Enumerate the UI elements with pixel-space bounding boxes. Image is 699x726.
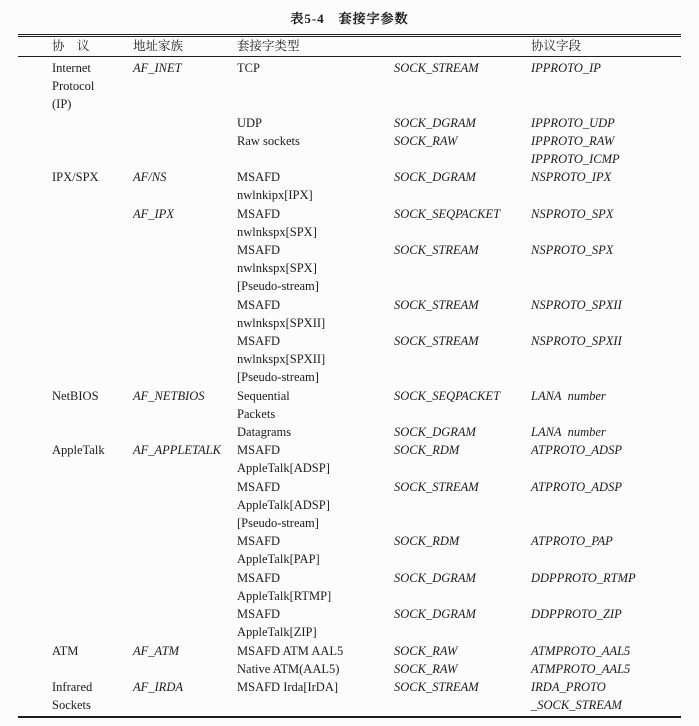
cell-type: Sequential xyxy=(237,388,290,403)
cell-type xyxy=(237,696,394,714)
cell-type: Packets xyxy=(237,406,276,421)
cell-family: AF_NETBIOS xyxy=(133,388,205,403)
cell-field xyxy=(531,95,681,113)
cell-family xyxy=(133,95,237,113)
cell-field xyxy=(531,223,681,241)
cell-family xyxy=(133,132,237,150)
cell-type xyxy=(237,150,394,168)
table-row xyxy=(18,478,681,496)
cell-type: MSAFD xyxy=(237,297,281,312)
cell-protocol: Internet xyxy=(52,61,91,75)
cell-family xyxy=(133,368,237,386)
cell-type: AppleTalk[ZIP] xyxy=(237,625,317,640)
table-row xyxy=(18,241,681,259)
cell-type: MSAFD xyxy=(237,570,281,585)
cell-sock: SOCK_SEQPACKET xyxy=(394,206,501,221)
cell-family xyxy=(133,332,237,350)
cell-sock xyxy=(394,405,531,423)
cell-sock: SOCK_RDM xyxy=(394,534,460,549)
cell-field: NSPROTO_SPX xyxy=(531,243,614,258)
table-row xyxy=(18,587,681,605)
cell-family xyxy=(133,550,237,568)
cell-protocol xyxy=(52,550,133,568)
cell-protocol xyxy=(52,569,133,587)
cell-sock xyxy=(394,277,531,295)
cell-sock: SOCK_DGRAM xyxy=(394,425,476,440)
table-row xyxy=(18,350,681,368)
cell-protocol xyxy=(52,478,133,496)
table-row xyxy=(18,532,681,550)
cell-sock xyxy=(394,587,531,605)
cell-type: MSAFD xyxy=(237,443,281,458)
cell-field: ATPROTO_PAP xyxy=(531,534,613,549)
cell-type: TCP xyxy=(237,61,260,75)
cell-family xyxy=(133,569,237,587)
cell-sock xyxy=(394,186,531,204)
table-row xyxy=(18,696,681,714)
cell-sock: SOCK_STREAM xyxy=(394,243,479,258)
cell-field xyxy=(531,405,681,423)
cell-type: [Pseudo-stream] xyxy=(237,370,319,385)
cell-protocol xyxy=(52,496,133,514)
cell-family xyxy=(133,605,237,623)
cell-protocol xyxy=(52,532,133,550)
table-row xyxy=(18,168,681,186)
cell-field: IPPROTO_UDP xyxy=(531,115,615,130)
cell-protocol xyxy=(52,223,133,241)
cell-family xyxy=(133,696,237,714)
table-row xyxy=(18,77,681,95)
cell-family xyxy=(133,186,237,204)
table-bottom-rule xyxy=(18,716,681,718)
table-row xyxy=(18,150,681,168)
table-row xyxy=(18,296,681,314)
cell-family xyxy=(133,423,237,441)
cell-sock: SOCK_STREAM xyxy=(394,297,479,312)
cell-protocol: Sockets xyxy=(52,698,91,713)
cell-protocol xyxy=(52,350,133,368)
cell-type: nwlnkspx[SPXII] xyxy=(237,352,326,367)
cell-field: NSPROTO_IPX xyxy=(531,170,612,185)
cell-family xyxy=(133,514,237,532)
cell-family xyxy=(133,223,237,241)
table-row xyxy=(18,368,681,386)
cell-protocol: Infrared xyxy=(52,679,93,694)
table-title: 表5-4 套接字参数 xyxy=(290,11,409,26)
cell-protocol xyxy=(52,296,133,314)
cell-sock xyxy=(394,350,531,368)
cell-field xyxy=(531,350,681,368)
cell-type: MSAFD xyxy=(237,607,281,622)
cell-field: ATMPROTO_AAL5 xyxy=(531,661,631,676)
table-header-row xyxy=(18,37,681,56)
cell-type: [Pseudo-stream] xyxy=(237,279,319,294)
cell-field: DDPPROTO_ZIP xyxy=(531,607,622,622)
cell-field xyxy=(531,459,681,477)
cell-protocol xyxy=(52,314,133,332)
cell-field: LANA number xyxy=(531,388,606,403)
cell-family xyxy=(133,459,237,477)
table-body xyxy=(18,57,681,716)
table-row xyxy=(18,459,681,477)
cell-family xyxy=(133,241,237,259)
table-row xyxy=(18,605,681,623)
cell-type: MSAFD ATM AAL5 xyxy=(237,643,344,658)
cell-sock xyxy=(394,223,531,241)
cell-field: IPPROTO_ICMP xyxy=(531,152,620,167)
cell-type: MSAFD xyxy=(237,534,281,549)
cell-type: Native ATM(AAL5) xyxy=(237,661,340,676)
cell-family xyxy=(133,350,237,368)
cell-protocol xyxy=(52,623,133,641)
cell-sock: SOCK_SEQPACKET xyxy=(394,388,501,403)
cell-family xyxy=(133,478,237,496)
cell-field xyxy=(531,259,681,277)
header-address-family: 地址家族 xyxy=(133,39,184,54)
cell-protocol: ATM xyxy=(52,643,79,658)
table-row xyxy=(18,569,681,587)
cell-family xyxy=(133,150,237,168)
cell-family: AF_IRDA xyxy=(133,679,183,694)
cell-sock: SOCK_DGRAM xyxy=(394,115,476,130)
cell-type: [Pseudo-stream] xyxy=(237,516,319,531)
cell-type: Datagrams xyxy=(237,425,292,440)
cell-sock: SOCK_RDM xyxy=(394,443,460,458)
table-row xyxy=(18,387,681,405)
cell-family xyxy=(133,532,237,550)
cell-family: AF_APPLETALK xyxy=(133,443,221,458)
table-row xyxy=(18,277,681,295)
table-row xyxy=(18,314,681,332)
table-row xyxy=(18,405,681,423)
cell-family xyxy=(133,77,237,95)
cell-type: nwlnkipx[IPX] xyxy=(237,188,313,203)
cell-sock: SOCK_STREAM xyxy=(394,334,479,349)
cell-type: nwlnkspx[SPXII] xyxy=(237,315,326,330)
cell-type: AppleTalk[ADSP] xyxy=(237,461,330,476)
cell-family xyxy=(133,623,237,641)
cell-sock: SOCK_DGRAM xyxy=(394,170,476,185)
cell-sock xyxy=(394,696,531,714)
header-protocol: 协 议 xyxy=(52,39,90,54)
cell-protocol: NetBIOS xyxy=(52,388,99,403)
cell-sock xyxy=(394,314,531,332)
cell-sock xyxy=(394,77,531,95)
cell-protocol xyxy=(52,205,133,223)
cell-protocol xyxy=(52,277,133,295)
cell-field xyxy=(531,550,681,568)
table-row xyxy=(18,550,681,568)
cell-protocol: Protocol xyxy=(52,79,95,94)
cell-family: AF_IPX xyxy=(133,206,174,221)
cell-family xyxy=(133,496,237,514)
cell-field: NSPROTO_SPXII xyxy=(531,297,622,312)
cell-field xyxy=(531,186,681,204)
cell-sock xyxy=(394,95,531,113)
cell-field: ATMPROTO_AAL5 xyxy=(531,643,631,658)
cell-family xyxy=(133,114,237,132)
cell-type xyxy=(237,95,394,113)
cell-protocol: IPX/SPX xyxy=(52,170,99,185)
cell-field xyxy=(531,623,681,641)
cell-type: nwlnkspx[SPX] xyxy=(237,224,317,239)
cell-field xyxy=(531,587,681,605)
cell-protocol xyxy=(52,132,133,150)
cell-sock: SOCK_RAW xyxy=(394,661,458,676)
table-row xyxy=(18,660,681,678)
cell-protocol xyxy=(52,605,133,623)
table-row xyxy=(18,441,681,459)
cell-sock: SOCK_STREAM xyxy=(394,479,479,494)
cell-protocol xyxy=(52,241,133,259)
cell-field: ATPROTO_ADSP xyxy=(531,443,622,458)
cell-field: _SOCK_STREAM xyxy=(531,698,622,713)
cell-family: AF_ATM xyxy=(133,643,180,658)
table-row xyxy=(18,223,681,241)
cell-protocol xyxy=(52,186,133,204)
cell-protocol: (IP) xyxy=(52,97,72,112)
cell-field xyxy=(531,77,681,95)
cell-field xyxy=(531,496,681,514)
cell-sock xyxy=(394,150,531,168)
cell-field xyxy=(531,277,681,295)
cell-type xyxy=(237,77,394,95)
table-row xyxy=(18,59,681,77)
cell-sock xyxy=(394,368,531,386)
cell-field xyxy=(531,514,681,532)
cell-family xyxy=(133,405,237,423)
cell-family xyxy=(133,587,237,605)
cell-family xyxy=(133,296,237,314)
cell-field: NSPROTO_SPXII xyxy=(531,334,622,349)
cell-type: MSAFD xyxy=(237,243,281,258)
table-row xyxy=(18,114,681,132)
cell-type: Raw sockets xyxy=(237,133,300,148)
cell-type: UDP xyxy=(237,115,263,130)
table-row xyxy=(18,332,681,350)
cell-protocol xyxy=(52,405,133,423)
cell-sock xyxy=(394,459,531,477)
table-row xyxy=(18,259,681,277)
cell-family xyxy=(133,314,237,332)
table-row xyxy=(18,186,681,204)
cell-sock: SOCK_RAW xyxy=(394,643,458,658)
cell-sock: SOCK_STREAM xyxy=(394,679,479,694)
cell-field: IRDA_PROTO xyxy=(531,679,606,694)
cell-protocol xyxy=(52,660,133,678)
cell-field xyxy=(531,368,681,386)
cell-family xyxy=(133,660,237,678)
cell-protocol xyxy=(52,587,133,605)
table-row xyxy=(18,205,681,223)
cell-type: AppleTalk[RTMP] xyxy=(237,588,332,603)
cell-type: AppleTalk[PAP] xyxy=(237,552,320,567)
table-row xyxy=(18,642,681,660)
table-row xyxy=(18,678,681,696)
cell-sock xyxy=(394,259,531,277)
cell-sock xyxy=(394,550,531,568)
cell-protocol xyxy=(52,368,133,386)
socket-parameters-table xyxy=(18,34,681,718)
table-row xyxy=(18,514,681,532)
cell-type: MSAFD xyxy=(237,170,281,185)
table-row xyxy=(18,423,681,441)
cell-protocol xyxy=(52,150,133,168)
cell-field xyxy=(531,314,681,332)
cell-family xyxy=(133,277,237,295)
cell-sock: SOCK_DGRAM xyxy=(394,570,476,585)
table-row xyxy=(18,132,681,150)
cell-protocol xyxy=(52,332,133,350)
cell-field: ATPROTO_ADSP xyxy=(531,479,622,494)
header-protocol-field: 协议字段 xyxy=(531,39,582,54)
cell-protocol xyxy=(52,114,133,132)
cell-field: DDPPROTO_RTMP xyxy=(531,570,636,585)
cell-sock: SOCK_DGRAM xyxy=(394,607,476,622)
cell-type: MSAFD xyxy=(237,206,281,221)
table-row xyxy=(18,496,681,514)
cell-protocol xyxy=(52,514,133,532)
cell-type: MSAFD Irda[IrDA] xyxy=(237,679,339,694)
cell-family: AF_INET xyxy=(133,61,182,75)
table-row xyxy=(18,95,681,113)
cell-sock: SOCK_STREAM xyxy=(394,61,479,75)
cell-sock xyxy=(394,514,531,532)
cell-field: LANA number xyxy=(531,425,606,440)
header-socket-type: 套接字类型 xyxy=(237,39,300,54)
cell-protocol xyxy=(52,423,133,441)
cell-type: MSAFD xyxy=(237,334,281,349)
cell-sock xyxy=(394,623,531,641)
cell-sock xyxy=(394,496,531,514)
cell-field: IPPROTO_IP xyxy=(531,61,601,75)
cell-type: MSAFD xyxy=(237,479,281,494)
cell-type: AppleTalk[ADSP] xyxy=(237,497,330,512)
cell-protocol: AppleTalk xyxy=(52,443,105,458)
table-row xyxy=(18,623,681,641)
cell-type: nwlnkspx[SPX] xyxy=(237,261,317,276)
cell-sock: SOCK_RAW xyxy=(394,133,458,148)
cell-family: AF/NS xyxy=(133,170,167,185)
cell-field: IPPROTO_RAW xyxy=(531,133,615,148)
cell-family xyxy=(133,259,237,277)
cell-protocol xyxy=(52,259,133,277)
cell-protocol xyxy=(52,459,133,477)
cell-field: NSPROTO_SPX xyxy=(531,206,614,221)
